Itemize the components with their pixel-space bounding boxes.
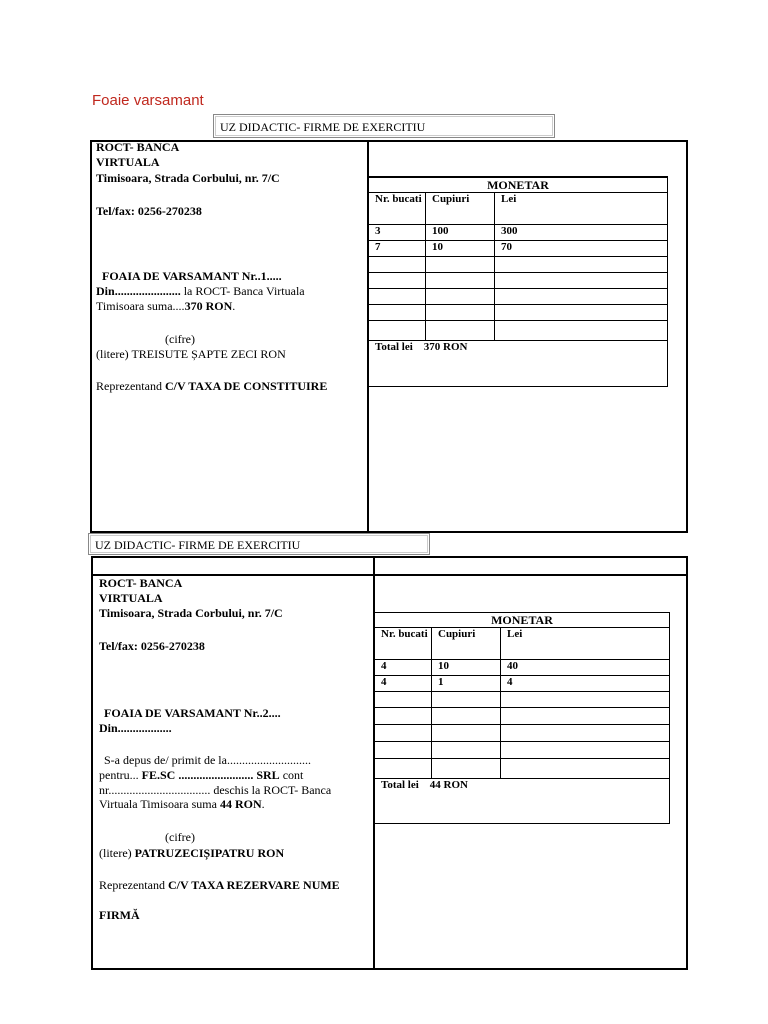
form2-foaia-title: FOAIA DE VARSAMANT Nr..2....: [104, 706, 281, 720]
form1-litere-value: TREISUTE ȘAPTE ZECI RON: [131, 347, 286, 361]
form2-pentru-prefix: pentru...: [99, 768, 142, 782]
form2-cell: [375, 708, 432, 725]
form1-suma-suffix: .: [232, 299, 236, 313]
form1-din-label: Din: [96, 284, 115, 298]
form2-cell: [501, 742, 670, 759]
form2-cell: 4: [501, 676, 670, 692]
form1-reprezentand-label: Reprezentand: [96, 379, 165, 393]
form2-cell: [432, 725, 501, 742]
form2-reprezentand-line: [99, 878, 340, 893]
form2-cell: [432, 708, 501, 725]
form2-cell: [432, 742, 501, 759]
form1-cell: [426, 305, 495, 321]
form1-cell: 100: [426, 225, 495, 241]
form1-bank-line1: ROCT- BANCA: [96, 140, 180, 154]
form2-cell: [375, 725, 432, 742]
form1-litere-line: [96, 347, 286, 362]
form2-cell: [375, 759, 432, 779]
form1-cell: 300: [495, 225, 668, 241]
form1-cell: [369, 273, 426, 289]
form1-bank-line2: VIRTUALA: [96, 155, 160, 169]
form2-cell: 1: [432, 676, 501, 692]
form1-header-lei: Lei: [495, 193, 668, 225]
form1-total-label: Total lei: [375, 341, 413, 353]
form1-din-line: [96, 284, 305, 299]
form1-cell: 7: [369, 241, 426, 257]
form1-cell: [369, 321, 426, 341]
form1-cell: [369, 305, 426, 321]
form2-bank-line2: VIRTUALA: [99, 591, 163, 605]
form2-cell: [501, 725, 670, 742]
form2-cifre: (cifre): [165, 830, 195, 844]
form1-header-nr: Nr. bucati: [369, 193, 426, 225]
form1-monetar-table: [368, 192, 668, 387]
form2-monetar: [374, 612, 670, 824]
form2-suma-suffix: .: [261, 797, 265, 811]
form2-cell: 10: [432, 660, 501, 676]
form2-cell: 40: [501, 660, 670, 676]
form2-header-lei: Lei: [501, 628, 670, 660]
form1-cell: [426, 321, 495, 341]
form1-din-rest: la ROCT- Banca Virtuala: [180, 284, 305, 298]
form2-cell: [501, 692, 670, 708]
form1-cell: [369, 257, 426, 273]
form1-address: Timisoara, Strada Corbului, nr. 7/C: [96, 171, 280, 185]
form1-cell: [495, 273, 668, 289]
form2-cell: 4: [375, 676, 432, 692]
form1-cell: [426, 289, 495, 305]
form2-cell: [501, 759, 670, 779]
form2-reprezentand-value: C/V TAXA REZERVARE NUME: [167, 878, 340, 892]
form1-banner: UZ DIDACTIC- FIRME DE EXERCITIU: [213, 114, 555, 138]
form2-depus-line: S-a depus de/ primit de la............................: [104, 753, 311, 767]
form1-cell: [495, 257, 668, 273]
page-title: Foaie varsamant: [92, 92, 204, 109]
form2-monetar-title: MONETAR: [374, 612, 670, 627]
form1-cell: [495, 289, 668, 305]
form2-suma-prefix: Virtuala Timisoara suma: [99, 797, 220, 811]
form2-din: Din..................: [99, 721, 172, 735]
form2-litere-value: PATRUZECIȘIPATRU RON: [134, 846, 285, 860]
form1-cifre: (cifre): [165, 332, 195, 346]
form1-monetar-title: MONETAR: [368, 176, 668, 192]
form1-total: [369, 341, 668, 387]
form1-telfax: Tel/fax: 0256-270238: [96, 204, 202, 218]
form2-monetar-table: [374, 627, 670, 824]
form2-nr-line: nr.................................. deschis la ROCT- Banca: [99, 783, 332, 797]
form2-pentru-line: [99, 768, 303, 783]
form2-reprezentand-label: Reprezentand: [99, 878, 168, 892]
form1-cell: [426, 257, 495, 273]
form1-foaia-title: FOAIA DE VARSAMANT Nr..1.....: [102, 269, 282, 283]
form1-reprezentand-line: [96, 379, 327, 394]
form2-banner: UZ DIDACTIC- FIRME DE EXERCITIU: [88, 533, 430, 555]
form2-total-value: 44 RON: [429, 779, 468, 791]
form1-header-cupiuri: Cupiuri: [426, 193, 495, 225]
form1-cell: 3: [369, 225, 426, 241]
form2-litere-line: [99, 846, 284, 861]
form2-pentru-suffix: cont: [279, 768, 304, 782]
form1-cell: [495, 321, 668, 341]
form1-cell: 70: [495, 241, 668, 257]
form2-cell: 4: [375, 660, 432, 676]
form1-total-value: 370 RON: [423, 341, 468, 353]
form2-firma: FIRMĂ: [99, 908, 140, 922]
form2-pentru-firm: FE.SC ......................... SRL: [141, 768, 280, 782]
form2-total-label: Total lei: [381, 779, 419, 791]
form2-total: [375, 779, 670, 824]
form1-cell: [495, 305, 668, 321]
form1-reprezentand-value: C/V TAXA DE CONSTITUIRE: [164, 379, 328, 393]
form1-litere-label: (litere): [96, 347, 132, 361]
form1-cell: 10: [426, 241, 495, 257]
form1-suma-line: [96, 299, 235, 314]
form2-bank-line1: ROCT- BANCA: [99, 576, 183, 590]
form1-din-dots: ......................: [114, 284, 181, 298]
form2-cell: [375, 742, 432, 759]
form1-cell: [369, 289, 426, 305]
form1-suma-value: 370 RON: [184, 299, 233, 313]
form2-cell: [432, 759, 501, 779]
form2-cell: [501, 708, 670, 725]
form2-cell: [432, 692, 501, 708]
form1-monetar: [368, 176, 668, 387]
form1-cell: [426, 273, 495, 289]
form2-address: Timisoara, Strada Corbului, nr. 7/C: [99, 606, 283, 620]
form2-header-cupiuri: Cupiuri: [432, 628, 501, 660]
form2-suma-value: 44 RON: [219, 797, 262, 811]
form2-litere-label: (litere): [99, 846, 135, 860]
form2-cell: [375, 692, 432, 708]
form2-header-nr: Nr. bucati: [375, 628, 432, 660]
form2-telfax: Tel/fax: 0256-270238: [99, 639, 205, 653]
form1-suma-prefix: Timisoara suma....: [96, 299, 185, 313]
form2-suma-line: [99, 797, 265, 812]
